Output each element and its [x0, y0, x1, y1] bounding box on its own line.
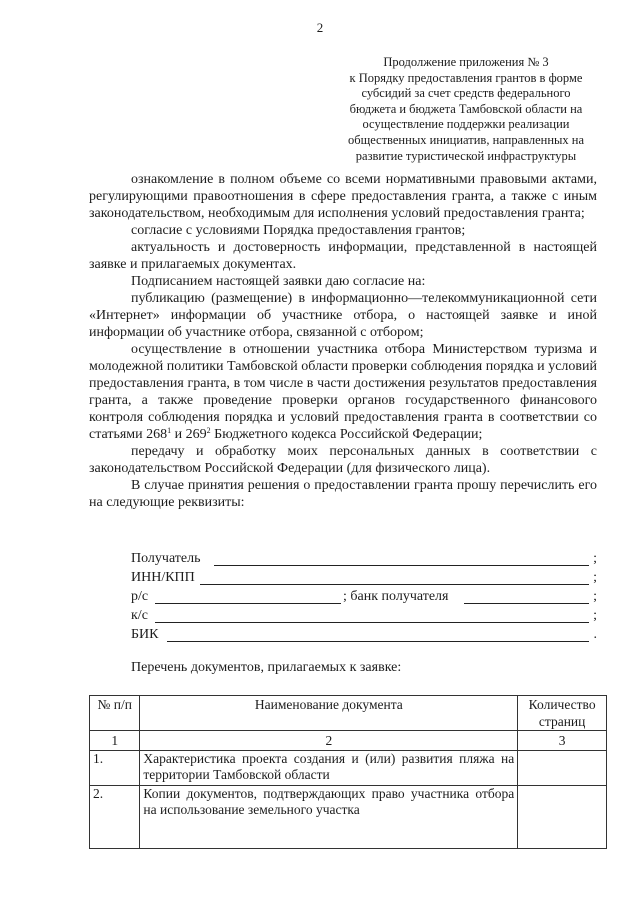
documents-table [89, 695, 607, 849]
application-body [89, 171, 597, 511]
paragraph-personal-data: передачу и обработку моих персональных данных в соответствии с законодательством Российской Федерации (для физического лица). [89, 444, 597, 476]
line-end: . [593, 627, 597, 642]
inn-kpp-line [131, 569, 597, 588]
annex-header-line: осуществление поддержки реализации [362, 117, 570, 132]
annex-header-line: субсидий за счет средств федерального [361, 86, 571, 101]
row-num: 2. [90, 786, 140, 849]
bik-label: БИК [131, 627, 159, 642]
paragraph-familiarization: ознакомление в полном объеме со всеми нормативными правовыми актами, регулирующими правоотношения в сфере предоставления гранта, а также с иным законодательством, необходимым для исполнения условий предоставления гранта; [89, 172, 597, 221]
index-cell: 2 [140, 731, 518, 751]
table-row [90, 751, 607, 786]
line-end: ; [593, 551, 597, 566]
inspection-text-a: осуществление в отношении участника отбора Министерством туризма и молодежной политики Тамбовской области проверки соблюдения порядка и условий предоставления гранта, в том числе в части достижения результатов предоставления гранта, а также проведение проверки органов государственного финансового контроля соблюдения порядка и условий предоставления гранта в соответствии со статьями 268 [89, 342, 597, 442]
recipient-field[interactable] [214, 565, 589, 566]
recipient-label: Получатель [131, 551, 201, 566]
header-name: Наименование документа [140, 696, 518, 731]
line-end: ; [593, 608, 597, 623]
inspection-text-b: и 269 [171, 427, 207, 442]
corr-account-label: к/с [131, 608, 148, 623]
header-count: Количество страниц [518, 696, 607, 731]
corr-account-line [131, 607, 597, 626]
bank-field[interactable] [464, 603, 589, 604]
requisites-block [131, 550, 597, 645]
paragraph-consent-procedure: согласие с условиями Порядка предоставления грантов; [131, 223, 466, 238]
table-header-row [90, 696, 607, 731]
account-label: р/с [131, 589, 149, 604]
account-line [131, 588, 597, 607]
table-row [90, 786, 607, 849]
account-field[interactable] [155, 603, 341, 604]
bik-field[interactable] [167, 641, 589, 642]
annex-header-line: к Порядку предоставления грантов в форме [349, 70, 583, 85]
index-cell: 3 [518, 731, 607, 751]
paragraph-signing-consent: Подписанием настоящей заявки даю согласие на: [131, 274, 426, 289]
index-cell: 1 [90, 731, 140, 751]
annex-header-line: общественных инициатив, направленных на [347, 132, 585, 147]
row-document-name: Характеристика проекта создания и (или) развития пляжа на территории Тамбовской области [140, 751, 518, 786]
line-end: ; [593, 589, 597, 604]
row-page-count[interactable] [518, 751, 607, 786]
annex-header-line: Продолжение приложения № 3 [383, 55, 549, 69]
row-document-name: Копии документов, подтверждающих право участника отбора на использование земельного участка [140, 786, 518, 849]
bik-line [131, 626, 597, 645]
row-num: 1. [90, 751, 140, 786]
paragraph-transfer-request: В случае принятия решения о предоставлении гранта прошу перечислить его на следующие реквизиты: [89, 478, 597, 510]
annex-header-line: бюджета и бюджета Тамбовской области на [349, 101, 583, 116]
superscript: 2 [206, 426, 211, 435]
line-end: ; [593, 570, 597, 585]
paragraph-inspection [89, 341, 597, 443]
row-page-count[interactable] [518, 786, 607, 849]
page-number: 2 [316, 20, 324, 35]
annex-header-line: развитие туристической инфраструктуры [355, 148, 577, 163]
inn-kpp-field[interactable] [200, 584, 589, 585]
header-num: № п/п [90, 696, 140, 731]
paragraph-accuracy: актуальность и достоверность информации, представленной в настоящей заявке и прилагаемых документах. [89, 240, 597, 272]
documents-list-title: Перечень документов, прилагаемых к заявке: [131, 660, 402, 675]
paragraph-publication: публикацию (размещение) в информационно—телекоммуникационной сети «Интернет» информации об участнике отбора, о настоящей заявке и иной информации об участнике отбора, связанной с отбором; [89, 291, 597, 340]
table-index-row [90, 731, 607, 751]
annex-header [332, 55, 600, 164]
inn-kpp-label: ИНН/КПП [131, 570, 195, 585]
bank-label: ; банк получателя [343, 589, 449, 604]
corr-account-field[interactable] [155, 622, 589, 623]
recipient-line [131, 550, 597, 569]
superscript: 1 [167, 426, 172, 435]
inspection-text-c: Бюджетного кодекса Российской Федерации; [210, 427, 483, 442]
